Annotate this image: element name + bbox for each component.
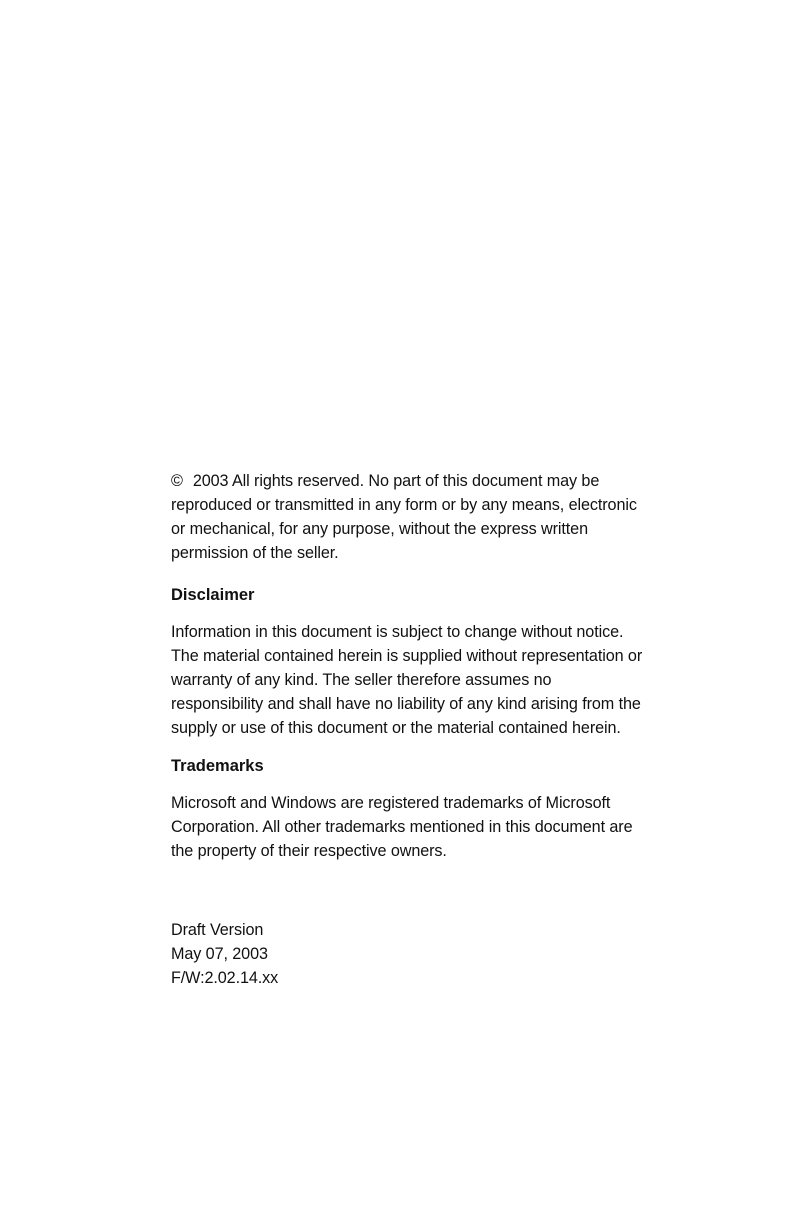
disclaimer-line-4: responsibility and shall have no liability of any kind arising from the — [171, 695, 641, 713]
trademarks-line-3: the property of their respective owners. — [171, 842, 447, 860]
trademarks-line-2: Corporation. All other trademarks mentioned in this document are — [171, 818, 633, 836]
disclaimer-line-1: Information in this document is subject to change without notice. — [171, 623, 624, 641]
version-date: May 07, 2003 — [171, 945, 268, 963]
trademarks-text — [171, 791, 731, 863]
firmware-version: F/W:2.02.14.xx — [171, 969, 279, 987]
disclaimer-line-5: supply or use of this document or the material contained herein. — [171, 719, 621, 737]
trademarks-line-1: Microsoft and Windows are registered trademarks of Microsoft — [171, 794, 611, 812]
disclaimer-line-3: warranty of any kind. The seller therefore assumes no — [171, 671, 552, 689]
copyright-line-4: permission of the seller. — [171, 544, 339, 562]
version-info — [171, 918, 731, 990]
copyright-line-1 — [171, 469, 731, 493]
copyright-line-2: reproduced or transmitted in any form or by any means, electronic — [171, 496, 637, 514]
copyright-line-1-text: 2003 All rights reserved. No part of this document may be — [192, 472, 600, 490]
trademarks-heading: Trademarks — [171, 757, 264, 775]
copyright-notice — [171, 469, 731, 565]
document-page — [171, 469, 731, 990]
copyright-symbol-icon: © — [171, 472, 183, 490]
disclaimer-text — [171, 620, 731, 740]
draft-version-label: Draft Version — [171, 921, 264, 939]
disclaimer-line-2: The material contained herein is supplied without representation or — [171, 647, 643, 665]
copyright-line-3: or mechanical, for any purpose, without the express written — [171, 520, 588, 538]
disclaimer-heading: Disclaimer — [171, 586, 255, 604]
